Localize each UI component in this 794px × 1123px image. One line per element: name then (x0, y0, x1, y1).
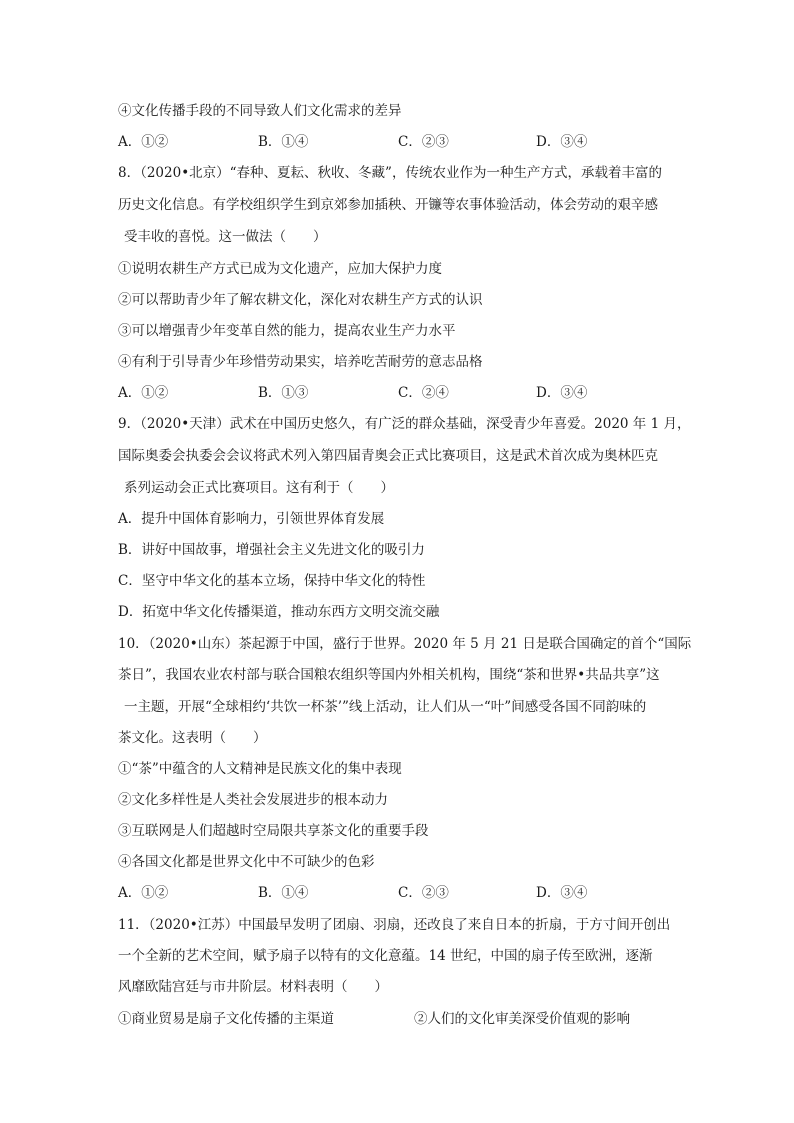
q7-option-c[interactable]: C．②③ (398, 134, 449, 150)
q10-item-2: ②文化多样性是人类社会发展进步的根本动力 (118, 792, 388, 808)
q8-item-2: ②可以帮助青少年了解农耕文化，深化对农耕生产方式的认识 (118, 292, 483, 308)
q8-item-4: ④有利于引导青少年珍惜劳动果实，培养吃苦耐劳的意志品格 (118, 354, 483, 370)
q7-option-b[interactable]: B．①④ (258, 134, 309, 150)
q8-item-3: ③可以增强青少年变革自然的能力，提高农业生产力水平 (118, 323, 456, 339)
q10-option-c[interactable]: C．②③ (398, 885, 449, 901)
q10-option-b[interactable]: B．①④ (258, 885, 309, 901)
q10-stem-line-2: 茶日”，我国农业农村部与联合国粮农组织等国内外相关机构，围绕“茶和世界•共品共享”这 (118, 667, 660, 683)
q9-choice-b[interactable]: B．讲好中国故事，增强社会主义先进文化的吸引力 (118, 542, 425, 558)
q9-stem-line-1: 9．（2020•天津）武术在中国历史悠久，有广泛的群众基础，深受青少年喜爱。2020 年 1 月， (118, 416, 691, 432)
q7-options (118, 132, 678, 152)
q8-option-d[interactable]: D．③④ (536, 385, 588, 401)
q10-option-a[interactable]: A．①② (118, 885, 169, 901)
q8-item-1: ①说明农耕生产方式已成为文化遗产，应加大保护力度 (118, 261, 442, 277)
q10-stem-line-3: 一主题，开展“全球相约‘共饮一杯茶’”线上活动，让人们从一“叶”间感受各国不同韵味的 (124, 699, 647, 715)
q9-choice-a[interactable]: A．提升中国体育影响力，引领世界体育发展 (118, 511, 385, 527)
q10-stem-line-4: 茶文化。这表明（ ） (118, 730, 267, 746)
q8-options (118, 383, 678, 403)
q11-stem-line-2: 一个全新的艺术空间，赋予扇子以特有的文化意蕴。14 世纪，中国的扇子传至欧洲，逐渐 (118, 948, 653, 964)
q8-option-a[interactable]: A．①② (118, 385, 169, 401)
q8-stem-line-2: 历史文化信息。有学校组织学生到京郊参加插秧、开镰等农事体验活动，体会劳动的艰辛感 (118, 197, 658, 213)
q9-stem-line-2: 国际奥委会执委会会议将武术列入第四届青奥会正式比赛项目，这是武术首次成为奥林匹克 (118, 448, 658, 464)
q10-item-1: ①“茶”中蕴含的人文精神是民族文化的集中表现 (118, 761, 402, 777)
q11-items-row (118, 1009, 678, 1029)
q7-option-a[interactable]: A．①② (118, 134, 169, 150)
q9-choice-c[interactable]: C．坚守中华文化的基本立场，保持中华文化的特性 (118, 573, 426, 589)
q9-stem-line-3: 系列运动会正式比赛项目。这有利于（ ） (124, 480, 394, 496)
q11-stem-line-3: 风靡欧陆宫廷与市井阶层。材料表明（ ） (118, 979, 388, 995)
q7-item-4: ④文化传播手段的不同导致人们文化需求的差异 (118, 103, 402, 119)
q10-stem-line-1: 10．（2020•山东）茶起源于中国，盛行于世界。2020 年 5 月 21 日是联合国确定的首个“国际 (118, 636, 692, 652)
q10-item-4: ④各国文化都是世界文化中不可缺少的色彩 (118, 854, 375, 870)
q8-stem-line-3: 受丰收的喜悦。这一做法（ ） (124, 229, 327, 245)
q7-option-d[interactable]: D．③④ (536, 134, 588, 150)
q10-option-d[interactable]: D．③④ (536, 885, 588, 901)
q11-item-1: ①商业贸易是扇子文化传播的主渠道 (118, 1011, 334, 1027)
q10-options (118, 883, 678, 903)
q8-option-b[interactable]: B．①③ (258, 385, 309, 401)
q11-stem-line-1: 11．（2020•江苏）中国最早发明了团扇、羽扇，还改良了来自日本的折扇，于方寸间开创出 (118, 917, 671, 933)
q11-item-2: ②人们的文化审美深受价值观的影响 (414, 1011, 630, 1027)
q8-option-c[interactable]: C．②④ (398, 385, 449, 401)
q8-stem-line-1: 8．（2020•北京）“春种、夏耘、秋收、冬藏”，传统农业作为一种生产方式，承载着丰富的 (118, 165, 662, 181)
q9-choice-d[interactable]: D．拓宽中华文化传播渠道，推动东西方文明交流交融 (118, 604, 440, 620)
q10-item-3: ③互联网是人们超越时空局限共享茶文化的重要手段 (118, 823, 429, 839)
